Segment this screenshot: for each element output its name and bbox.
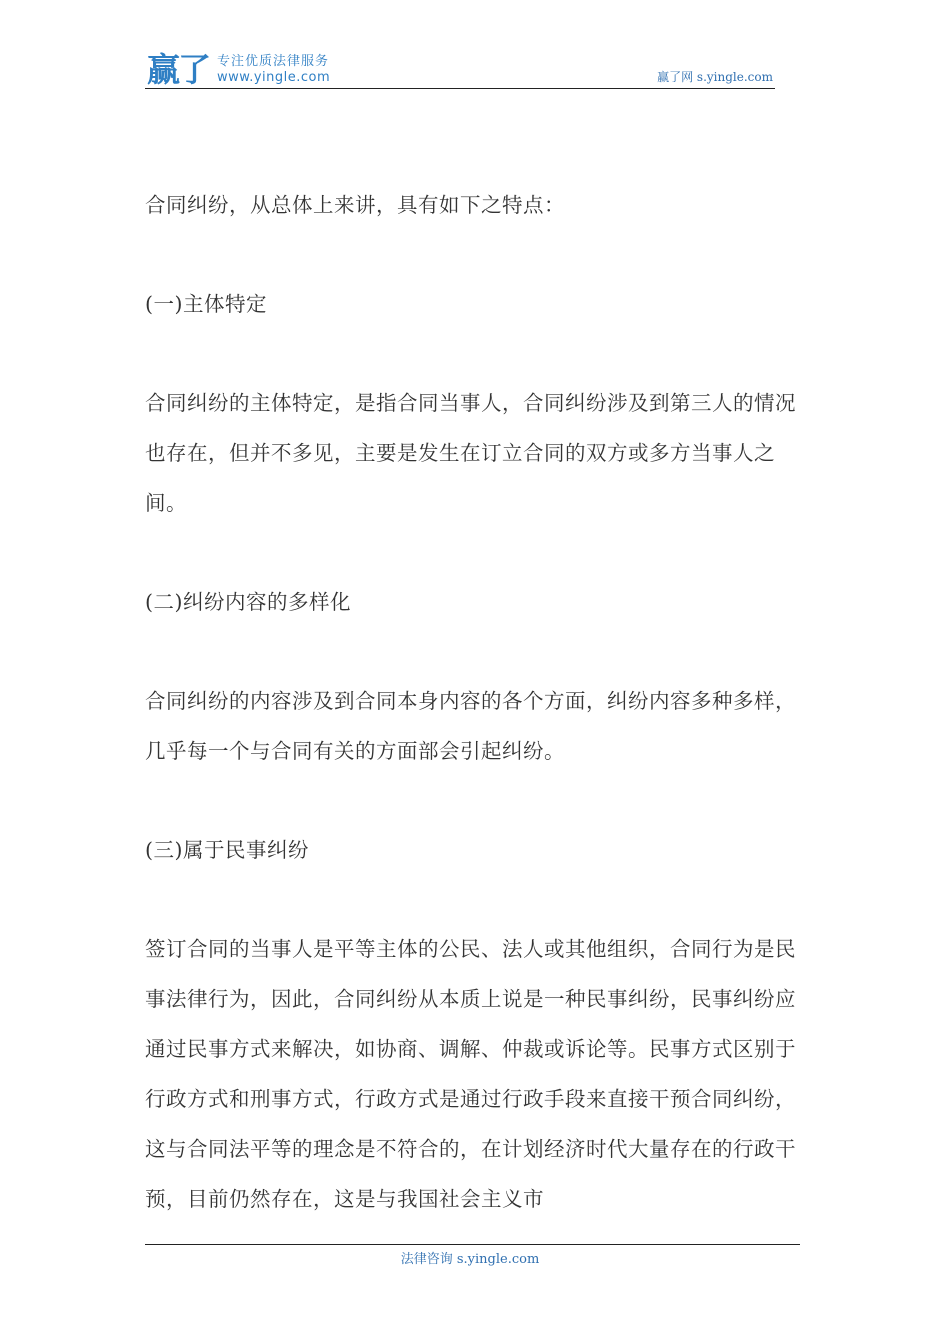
footer-divider — [145, 1244, 800, 1245]
yingle-logo[interactable]: 赢了 — [147, 50, 209, 89]
document-body — [145, 180, 810, 1273]
section-heading-1: (一)主体特定 — [145, 292, 267, 316]
section-paragraph-2: 合同纠纷的内容涉及到合同本身内容的各个方面，纠纷内容多种多样，几乎每一个与合同有关的方面部会引起纠纷。 — [145, 689, 796, 763]
section-heading-2: (二)纠纷内容的多样化 — [145, 590, 351, 614]
intro-paragraph: 合同纠纷，从总体上来讲，具有如下之特点： — [145, 193, 565, 217]
footer-link[interactable]: 法律咨询 s.yingle.com — [400, 1252, 540, 1267]
logo-slogan: 专注优质法律服务 — [217, 54, 330, 69]
header-site-link[interactable]: 赢了网 s.yingle.com — [657, 70, 773, 84]
logo-url[interactable]: www.yingle.com — [217, 70, 331, 85]
page-header — [145, 50, 775, 89]
section-paragraph-3: 签订合同的当事人是平等主体的公民、法人或其他组织，合同行为是民事法律行为，因此，合同纠纷从本质上说是一种民事纠纷，民事纠纷应通过民事方式来解决，如协商、调解、仲裁或诉论等。民事方式区别于行政方式和刑事方式，行政方式是通过行政手段来直接干预合同纠纷，这与合同法平等的理念是不符合的，在计划经济时代大量存在的行政干预，目前仍然存在，这是与我国社会主义市 — [145, 937, 796, 1211]
section-heading-3: (三)属于民事纠纷 — [145, 838, 309, 862]
section-paragraph-1: 合同纠纷的主体特定，是指合同当事人，合同纠纷涉及到第三人的情况也存在，但并不多见，主要是发生在订立合同的双方或多方当事人之间。 — [145, 391, 796, 515]
